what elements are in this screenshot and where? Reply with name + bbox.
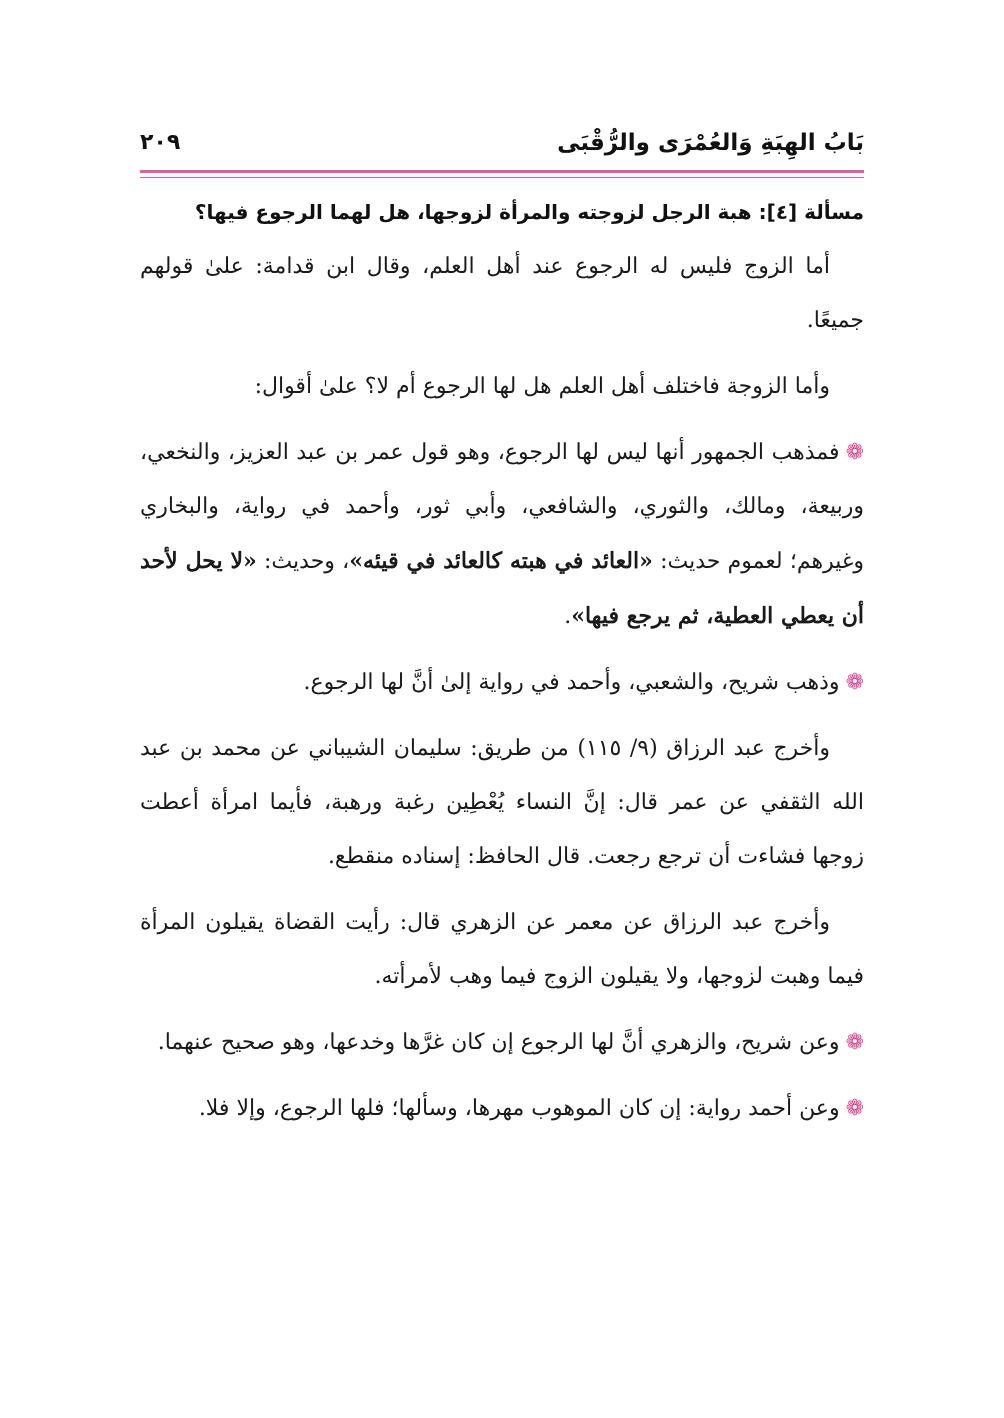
flower-icon: ❁ [845,670,864,695]
paragraph-2 [140,360,864,414]
paragraph-3-text: فمذهب الجمهور أنها ليس لها الرجوع، وهو قول عمر بن عبد العزيز، والنخعي، وربيعة، ومالك، والثوري، والشافعي، وأبي ثور، وأحمد في رواية، والبخاري وغيرهم؛ لعموم حديث: [140,440,865,574]
page-content [140,192,864,1148]
flower-icon: ❁ [845,440,864,465]
flower-icon: ❁ [845,1030,864,1055]
paragraph-5-text: وأخرج عبد الرزاق (٩/ ١١٥) من طريق: سليمان الشيباني عن محمد بن عبد الله الثقفي عن عمر قال: إنَّ النساء يُعْطِين رغبة ورهبة، فأيما امرأة أعطت زوجها فشاءت أن ترجع رجعت. قال الحافظ: إسناده منقطع. [140,736,864,869]
page-number: ٢٠٩ [140,130,181,155]
paragraph-1-text: أما الزوج فليس له الرجوع عند أهل العلم، وقال ابن قدامة: علىٰ قولهم جميعًا. [140,254,864,333]
paragraph-8 [140,1082,864,1136]
paragraph-7 [140,1016,864,1070]
paragraph-6 [140,896,864,1004]
flower-icon: ❁ [845,1096,864,1121]
paragraph-5 [140,722,864,884]
paragraph-1 [140,240,864,348]
paragraph-3 [140,426,864,644]
paragraph-4-text: وذهب شريح، والشعبي، وأحمد في رواية إلىٰ أنَّ لها الرجوع. [303,670,840,695]
paragraph-6-text: وأخرج عبد الرزاق عن معمر عن الزهري قال: رأيت القضاة يقيلون المرأة فيما وهبت لزوجها، ولا يقيلون الزوج فيما وهب لأمرأته. [140,910,864,989]
page-header [140,126,864,166]
paragraph-3-middle: ، وحديث: [256,549,350,574]
paragraph-8-text: وعن أحمد رواية: إن كان الموهوب مهرها، وسألها؛ فلها الرجوع، وإلا فلا. [198,1096,840,1121]
paragraph-2-text: وأما الزوجة فاختلف أهل العلم هل لها الرجوع أم لا؟ علىٰ أقوال: [254,374,830,399]
header-rule-thick [140,170,864,173]
hadith-quote-2: «لا يحل لأحد أن يعطي العطية، ثم يرجع فيها» [140,548,864,629]
paragraph-4 [140,656,864,710]
paragraph-7-text: وعن شريح، والزهري أنَّ لها الرجوع إن كان غرَّها وخدعها، وهو صحيح عنهما. [157,1030,840,1055]
question-heading: مسألة [٤]: هبة الرجل لزوجته والمرأة لزوجها، هل لهما الرجوع فيها؟ [194,200,864,224]
header-rule-thin [140,177,864,178]
hadith-quote-1: «العائد في هبته كالعائد في قيئه» [349,548,653,574]
paragraph-3-end: . [564,604,572,629]
running-title: بَابُ الهِبَةِ وَالعُمْرَى والرُّقْبَى [557,130,864,156]
